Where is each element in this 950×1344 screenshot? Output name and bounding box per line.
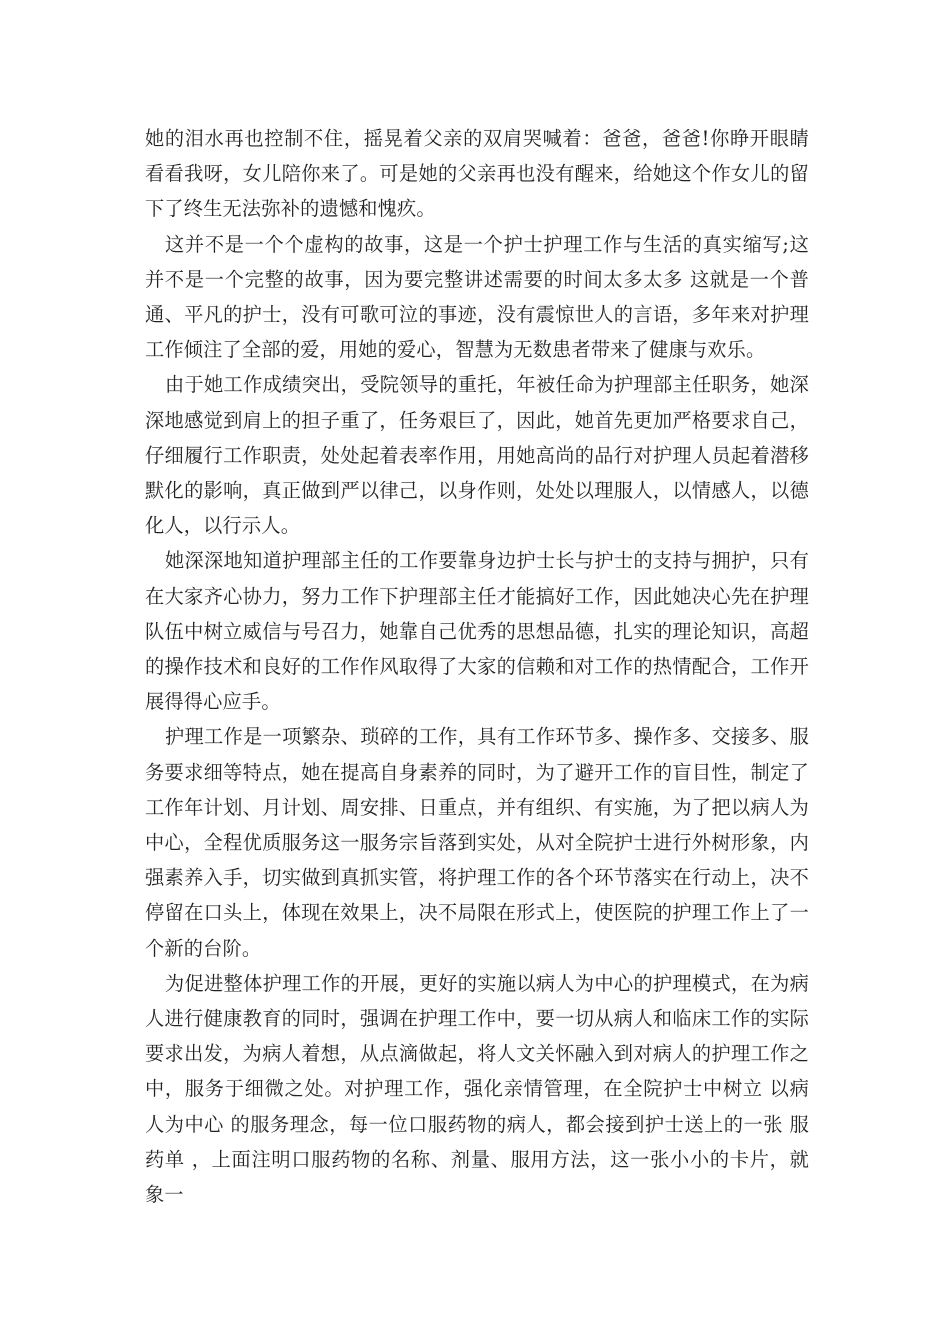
paragraph-4: 她深深地知道护理部主任的工作要靠身边护士长与护士的支持与拥护，只有在大家齐心协力，努力工作下护理部主任才能搞好工作，因此她决心先在护理队伍中树立威信与号召力，她靠自己优秀的思想品德，扎实的理论知识，高超的操作技术和良好的工作作风取得了大家的信赖和对工作的热情配合，工作开展得得心应手。 <box>145 549 809 714</box>
paragraph-2: 这并不是一个个虚构的故事，这是一个护士护理工作与生活的真实缩写;这并不是一个完整的故事，因为要完整讲述需要的时间太多太多 这就是一个普通、平凡的护士，没有可歌可泣的事迹，没有震惊世人的言语，多年来对护理工作倾注了全部的爱，用她的爱心，智慧为无数患者带来了健康与欢乐。 <box>145 232 809 362</box>
paragraph-1: 她的泪水再也控制不住，摇晃着父亲的双肩哭喊着：爸爸，爸爸!你睁开眼睛看看我呀，女儿陪你来了。可是她的父亲再也没有醒来，给她这个作女儿的留下了终生无法弥补的遗憾和愧疚。 <box>145 127 809 221</box>
paragraph-3: 由于她工作成绩突出，受院领导的重托，年被任命为护理部主任职务，她深深地感觉到肩上的担子重了，任务艰巨了，因此，她首先更加严格要求自己，仔细履行工作职责，处处起着表率作用，用她高尚的品行对护理人员起着潜移默化的影响，真正做到严以律己，以身作则，处处以理服人，以情感人，以德化人，以行示人。 <box>145 373 809 538</box>
document-body <box>145 121 809 1212</box>
paragraph-6: 为促进整体护理工作的开展，更好的实施以病人为中心的护理模式，在为病人进行健康教育的同时，强调在护理工作中，要一切从病人和临床工作的实际要求出发，为病人着想，从点滴做起，将人文关怀融入到对病人的护理工作之中，服务于细微之处。对护理工作，强化亲情管理，在全院护士中树立 以病人为中心 的服务理念，每一位口服药物的病人，都会接到护士送上的一张 服药单 ，上面注明口服药物的名称、剂量、服用方法，这一张小小的卡片，就象一 <box>145 971 809 1207</box>
paragraph-5: 护理工作是一项繁杂、琐碎的工作，具有工作环节多、操作多、交接多、服务要求细等特点，她在提高自身素养的同时，为了避开工作的盲目性，制定了工作年计划、月计划、周安排、日重点，并有组织、有实施，为了把以病人为中心，全程优质服务这一服务宗旨落到实处，从对全院护士进行外树形象，内强素养入手，切实做到真抓实管，将护理工作的各个环节落实在行动上，决不停留在口头上，体现在效果上，决不局限在形式上，使医院的护理工作上了一个新的台阶。 <box>145 725 809 960</box>
